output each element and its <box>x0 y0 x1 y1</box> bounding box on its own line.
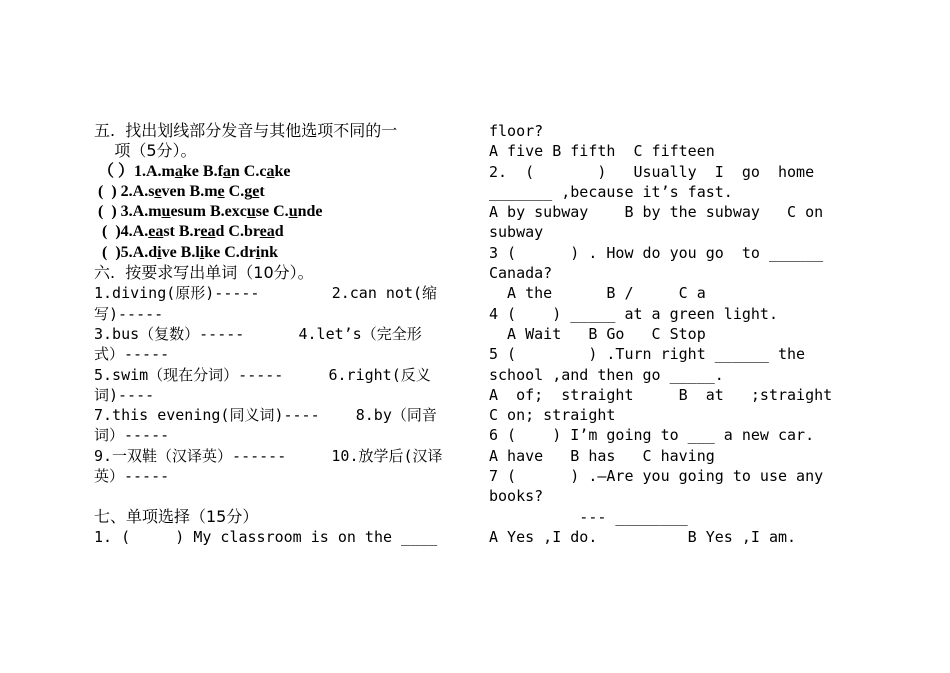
section6-line: 式）----- <box>94 345 170 364</box>
answer-options: A Yes ,I do. B Yes ,I am. <box>489 527 797 546</box>
question-line: --- ________ <box>489 507 688 526</box>
section5-title-line2: 项（5分）。 <box>94 141 197 161</box>
section5-item: （ ）1.A.make B.fan C.cake <box>94 162 291 180</box>
section6-line: 写)----- <box>94 304 164 323</box>
left-column <box>94 121 464 547</box>
question-line: school ,and then go _____. <box>489 365 724 384</box>
right-column <box>489 121 857 547</box>
section6-line: 1.diving(原形)----- 2.can not(缩 <box>94 284 438 303</box>
question-line: floor? <box>489 122 544 140</box>
question-line: 7 ( ) .—Are you going to use any <box>489 467 824 486</box>
answer-options: A of; straight B at ;straight <box>489 385 833 404</box>
section5-item: ( ) 3.A.muesum B.excuse C.unde <box>94 203 323 221</box>
section6-line: 9.一双鞋（汉译英）------ 10.放学后(汉译 <box>94 446 443 465</box>
question-line: Canada? <box>489 264 553 283</box>
answer-options: A five B fifth C fifteen <box>489 142 715 161</box>
section5-title-line1: 五. 找出划线部分发音与其他选项不同的一 <box>94 121 398 140</box>
question-line: 6 ( ) I’m going to ___ a new car. <box>489 426 815 445</box>
section6-line: 7.this evening(同义词)---- 8.by（同音 <box>94 406 437 425</box>
question-1-start: 1. ( ) My classroom is on the ____ <box>94 527 438 546</box>
answer-options: A by subway B by the subway C on <box>489 203 824 222</box>
question-line: 4 ( ) _____ at a green light. <box>489 304 778 323</box>
question-line: 2. ( ) Usually I go home <box>489 162 815 181</box>
section7-title: 七、单项选择（15分） <box>94 506 259 526</box>
section5-item: ( )5.A.dive B.like C.drink <box>94 243 279 261</box>
question-line: 5 ( ) .Turn right ______ the <box>489 345 806 364</box>
answer-options: subway <box>489 223 544 242</box>
section6-line: 词）----- <box>94 426 170 445</box>
section5-item: ( )4.A.east B.read C.bread <box>94 223 284 241</box>
section5-item: ( ) 2.A.seven B.me C.get <box>94 182 265 200</box>
section6-line: 词)---- <box>94 385 155 404</box>
question-line: 3 ( ) . How do you go to ______ <box>489 243 824 262</box>
spacer <box>94 486 464 506</box>
section6-line: 5.swim（现在分词）----- 6.right(反义 <box>94 365 431 384</box>
question-line: _______ ,because it’s fast. <box>489 182 733 201</box>
question-line: books? <box>489 487 544 506</box>
section6-line: 英）----- <box>94 467 170 486</box>
section6-line: 3.bus（复数）----- 4.let’s（完全形 <box>94 324 422 343</box>
answer-options: C on; straight <box>489 406 616 425</box>
answer-options: A have B has C having <box>489 446 715 465</box>
answer-options: A Wait B Go C Stop <box>489 324 706 343</box>
section6-title: 六. 按要求写出单词（10分）。 <box>94 263 314 283</box>
answer-options: A the B / C a <box>489 284 706 303</box>
